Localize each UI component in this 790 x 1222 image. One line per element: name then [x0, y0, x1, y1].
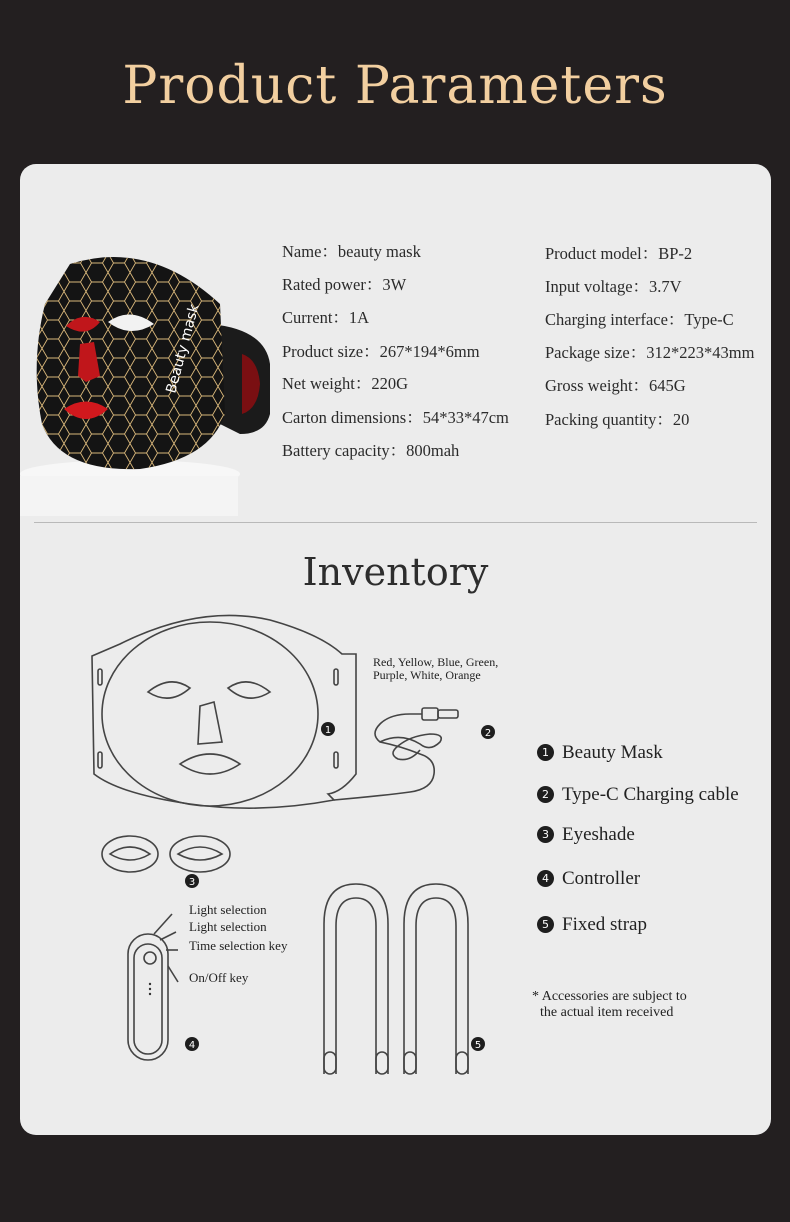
section-divider: [34, 522, 757, 523]
legend-item-fixed-strap: [537, 914, 647, 936]
diagram-num-1: 1: [324, 725, 332, 736]
param-product-model: Product model：BP-2: [545, 244, 693, 263]
param-packing-quantity: Packing quantity：20: [545, 410, 690, 429]
param-net-weight: Net weight：220G: [282, 374, 409, 393]
mask-outline: [92, 615, 356, 808]
accessories-note-line-2: the actual item received: [540, 1005, 674, 1020]
legend-num-1: 1: [537, 744, 554, 761]
accessories-note-line-1: * Accessories are subject to: [532, 989, 687, 1004]
param-input-voltage: Input voltage：3.7V: [545, 277, 682, 296]
legend-num-5: 5: [537, 916, 554, 933]
legend-num-2: 2: [537, 786, 554, 803]
param-product-size: Product size：267*194*6mm: [282, 342, 480, 361]
parameters-card: [20, 164, 771, 1135]
controller-label-onoff: On/Off key: [189, 970, 249, 985]
inventory-diagram: [80, 614, 550, 1084]
legend-item-eyeshade: [537, 824, 635, 846]
controller-label-light-1: Light selection: [189, 902, 267, 917]
accessories-note: [532, 989, 687, 1021]
diagram-num-3: 3: [188, 877, 196, 888]
light-colors-note: [373, 656, 498, 682]
mask-brand-text: Beauty mask: [163, 302, 203, 396]
param-gross-weight: Gross weight：645G: [545, 376, 686, 395]
legend-label-4: Controller: [562, 868, 641, 889]
param-package-size: Package size：312*223*43mm: [545, 343, 755, 362]
light-colors-line-1: Red, Yellow, Blue, Green,: [373, 655, 499, 669]
param-battery-capacity: Battery capacity：800mah: [282, 441, 460, 460]
param-current: Current：1A: [282, 308, 370, 327]
legend-num-4: 4: [537, 870, 554, 887]
param-name: Name：beauty mask: [282, 242, 421, 261]
legend-label-1: Beauty Mask: [562, 742, 663, 763]
light-colors-line-2: Purple, White, Orange: [373, 668, 481, 682]
legend-label-3: Eyeshade: [562, 824, 635, 845]
legend-label-5: Fixed strap: [562, 914, 647, 935]
page-title: Product Parameters: [122, 56, 668, 116]
param-rated-power: Rated power：3W: [282, 275, 407, 294]
diagram-num-5: 5: [474, 1040, 482, 1051]
param-charging-interface: Charging interface：Type-C: [545, 310, 734, 329]
legend-item-controller: [537, 868, 640, 890]
controller-label-time: Time selection key: [189, 938, 288, 953]
controller-label-light-2: Light selection: [189, 919, 267, 934]
legend-label-2: Type-C Charging cable: [562, 784, 739, 805]
inventory-title: Inventory: [302, 550, 489, 594]
legend-item-beauty-mask: [537, 742, 663, 764]
legend-num-3: 3: [537, 826, 554, 843]
mask-product-image: [20, 244, 280, 544]
diagram-num-4: 4: [188, 1040, 196, 1051]
legend-item-charging-cable: [537, 784, 739, 806]
diagram-num-2: 2: [484, 728, 492, 739]
param-carton-dimensions: Carton dimensions：54*33*47cm: [282, 408, 509, 427]
